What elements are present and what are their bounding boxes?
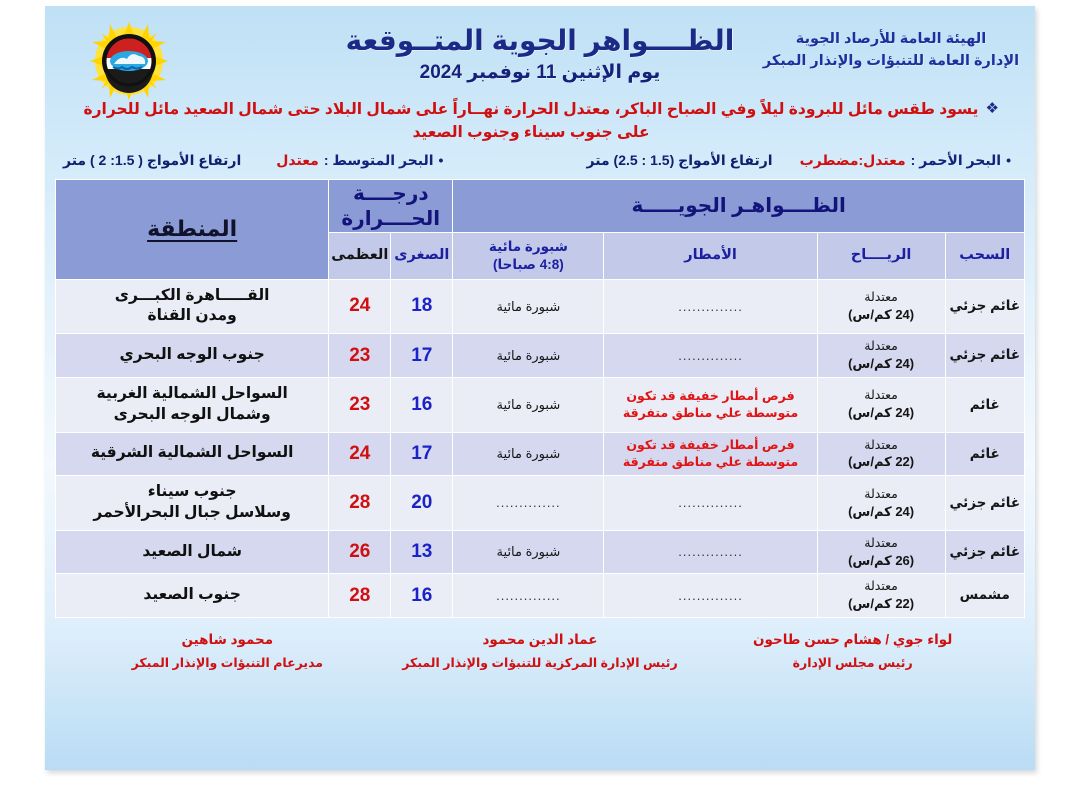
sea-waves-red: ارتفاع الأمواج (1.5 : 2.5) متر xyxy=(586,151,773,168)
table-row xyxy=(56,334,1025,377)
cell-fog: .............. xyxy=(453,476,604,531)
region-line-1: جنوب الوجه البحري xyxy=(119,346,265,364)
cell-cloud: غائم جزئي xyxy=(945,279,1024,334)
weather-summary-line-2: على جنوب سيناء وجنوب الصعيد xyxy=(412,124,650,142)
cell-region xyxy=(56,476,329,531)
cell-region xyxy=(56,334,329,377)
organization-name xyxy=(761,28,1021,73)
region-line-1: السواحل الشمالية الشرقية xyxy=(90,444,294,462)
cell-rain: .............. xyxy=(604,530,817,573)
sea-waves-mediterranean: ارتفاع الأمواج ( 1.5: 2 ) متر xyxy=(63,151,242,168)
region-line-2: وسلاسل جبال البحرالأحمر xyxy=(93,503,291,521)
table-row xyxy=(56,377,1025,432)
wind-speed-value: (24 كم/س) xyxy=(848,405,915,421)
forecast-table-container xyxy=(55,179,1025,618)
cell-region xyxy=(56,279,329,334)
cell-wind xyxy=(817,476,945,531)
cell-temp-max: 28 xyxy=(329,476,391,531)
header-temperature: درجــــة الحــــرارة xyxy=(329,179,453,232)
cell-region xyxy=(56,530,329,573)
cell-temp-min: 17 xyxy=(391,334,453,377)
cell-rain: .............. xyxy=(604,334,817,377)
cell-cloud: غائم جزئي xyxy=(945,476,1024,531)
region-line-2: ومدن القناة xyxy=(147,307,237,325)
cell-region xyxy=(56,377,329,432)
cell-wind xyxy=(817,530,945,573)
signature-role: مديرعام التنبؤات والإنذار المبكر xyxy=(131,656,324,671)
cell-wind xyxy=(817,377,945,432)
wind-speed-label: معتدلة xyxy=(864,579,898,594)
cell-fog: شبورة مائية xyxy=(453,530,604,573)
table-row xyxy=(56,574,1025,617)
wind-speed-label: معتدلة xyxy=(864,290,898,305)
signature-central-admin-head xyxy=(384,627,697,676)
cell-cloud: غائم جزئي xyxy=(945,334,1024,377)
bullet-icon: • xyxy=(438,152,444,168)
region-line-1: جنوب سيناء xyxy=(147,483,237,501)
signature-footer xyxy=(71,627,1009,676)
org-line-1: الهيئة العامة للأرصاد الجوية xyxy=(795,31,987,47)
cell-cloud: مشمس xyxy=(945,574,1024,617)
signature-board-chairman xyxy=(696,627,1009,676)
cell-fog: شبورة مائية xyxy=(453,432,604,475)
cell-temp-max: 23 xyxy=(329,334,391,377)
header-fog xyxy=(453,232,604,279)
forecast-table-body xyxy=(56,279,1025,617)
signature-name: لواء جوي / هشام حسن طاحون xyxy=(753,631,953,647)
region-line-1: جنوب الصعيد xyxy=(143,586,241,604)
signature-role: رئيس مجلس الإدارة xyxy=(792,656,913,671)
wind-speed-label: معتدلة xyxy=(864,535,898,550)
header-temp-max: العظمى xyxy=(329,232,391,279)
cell-temp-max: 24 xyxy=(329,279,391,334)
table-row xyxy=(56,279,1025,334)
wind-speed-label: معتدلة xyxy=(864,388,898,403)
cell-temp-min: 13 xyxy=(391,530,453,573)
signature-role: رئيس الإدارة المركزية للتنبؤات والإنذار المبكر xyxy=(402,656,678,671)
signature-name: محمود شاهين xyxy=(181,631,274,647)
sea-conditions xyxy=(63,152,1011,169)
cell-cloud: غائم جزئي xyxy=(945,530,1024,573)
cell-wind xyxy=(817,574,945,617)
header-fog-line-2: (4:8 صباحا) xyxy=(493,256,564,272)
weather-summary xyxy=(67,98,1013,145)
org-line-2: الإدارة العامة للتنبؤات والإنذار المبكر xyxy=(762,53,1020,70)
cell-cloud: غائم xyxy=(945,377,1024,432)
page-header xyxy=(45,6,1035,96)
wind-speed-value: (24 كم/س) xyxy=(848,356,915,372)
cell-temp-min: 16 xyxy=(391,377,453,432)
cell-fog: شبورة مائية xyxy=(453,334,604,377)
header-cloud: السحب xyxy=(945,232,1024,279)
weather-summary-line-1: يسود طقس مائل للبرودة ليلاً وفي الصباح الباكر، معتدل الحرارة نهــاراً على شمال البلاد حتى شمال الصعيد مائل للحرارة xyxy=(83,101,979,118)
wind-speed-value: (22 كم/س) xyxy=(848,454,915,470)
wind-speed-value: (22 كم/س) xyxy=(848,596,915,612)
header-rain: الأمطار xyxy=(604,232,817,279)
cell-rain: فرص أمطار خفيفة قد تكون متوسطة علي مناطق متفرقة xyxy=(604,432,817,475)
header-region: المنطقة xyxy=(56,179,329,279)
cell-temp-max: 28 xyxy=(329,574,391,617)
wind-speed-value: (24 كم/س) xyxy=(848,307,915,323)
table-group-header-row xyxy=(56,179,1025,232)
forecast-page xyxy=(45,6,1035,770)
cell-temp-max: 26 xyxy=(329,530,391,573)
cell-temp-min: 16 xyxy=(391,574,453,617)
header-temp-min: الصغرى xyxy=(391,232,453,279)
sea-name-red: البحر الأحمر : xyxy=(910,151,1002,168)
header-wind: الريــــاح xyxy=(817,232,945,279)
cell-region xyxy=(56,432,329,475)
cell-rain: فرص أمطار خفيفة قد تكون متوسطة علي مناطق متفرقة xyxy=(604,377,817,432)
cell-rain: .............. xyxy=(604,574,817,617)
cell-temp-max: 24 xyxy=(329,432,391,475)
cell-fog: .............. xyxy=(453,574,604,617)
cell-rain: .............. xyxy=(604,476,817,531)
cell-wind xyxy=(817,432,945,475)
forecast-table xyxy=(55,179,1025,618)
signature-name: عماد الدين محمود xyxy=(482,631,598,647)
sea-condition-mediterranean xyxy=(63,152,443,169)
wind-speed-label: معتدلة xyxy=(864,486,898,501)
forecast-date: يوم الإثنين 11 نوفمبر 2024 xyxy=(419,62,661,83)
cell-temp-min: 17 xyxy=(391,432,453,475)
cell-wind xyxy=(817,279,945,334)
sea-name-mediterranean: البحر المتوسط : xyxy=(323,151,434,168)
header-phenomena: الظــــواهـر الجويـــــة xyxy=(453,179,1025,232)
region-line-1: شمال الصعيد xyxy=(142,542,242,560)
cell-cloud: غائم xyxy=(945,432,1024,475)
cell-temp-min: 20 xyxy=(391,476,453,531)
bullet-icon: • xyxy=(1006,152,1011,168)
header-fog-line-1: شبورة مائية xyxy=(488,238,568,254)
page-title: الظــــواهر الجوية المتــوقعة xyxy=(345,25,735,56)
cell-rain: .............. xyxy=(604,279,817,334)
wind-speed-label: معتدلة xyxy=(864,437,898,452)
region-line-2: وشمال الوجه البحرى xyxy=(113,405,271,423)
wind-speed-label: معتدلة xyxy=(864,339,898,354)
cell-temp-max: 23 xyxy=(329,377,391,432)
cell-wind xyxy=(817,334,945,377)
table-row xyxy=(56,530,1025,573)
sea-condition-red xyxy=(587,152,1011,169)
wind-speed-value: (24 كم/س) xyxy=(848,503,915,519)
cell-fog: شبورة مائية xyxy=(453,377,604,432)
wind-speed-value: (26 كم/س) xyxy=(848,552,915,568)
signature-forecast-director xyxy=(71,627,384,676)
sea-state-mediterranean: معتدل xyxy=(276,151,319,168)
region-line-1: السواحل الشمالية الغربية xyxy=(96,384,288,402)
table-row xyxy=(56,476,1025,531)
table-row xyxy=(56,432,1025,475)
cell-temp-min: 18 xyxy=(391,279,453,334)
region-line-1: القـــــاهرة الكبـــرى xyxy=(114,286,270,304)
cell-region xyxy=(56,574,329,617)
sea-state-red: معتدل:مضطرب xyxy=(799,151,906,168)
cell-fog: شبورة مائية xyxy=(453,279,604,334)
diamond-bullet-icon: ❖ xyxy=(985,100,999,117)
